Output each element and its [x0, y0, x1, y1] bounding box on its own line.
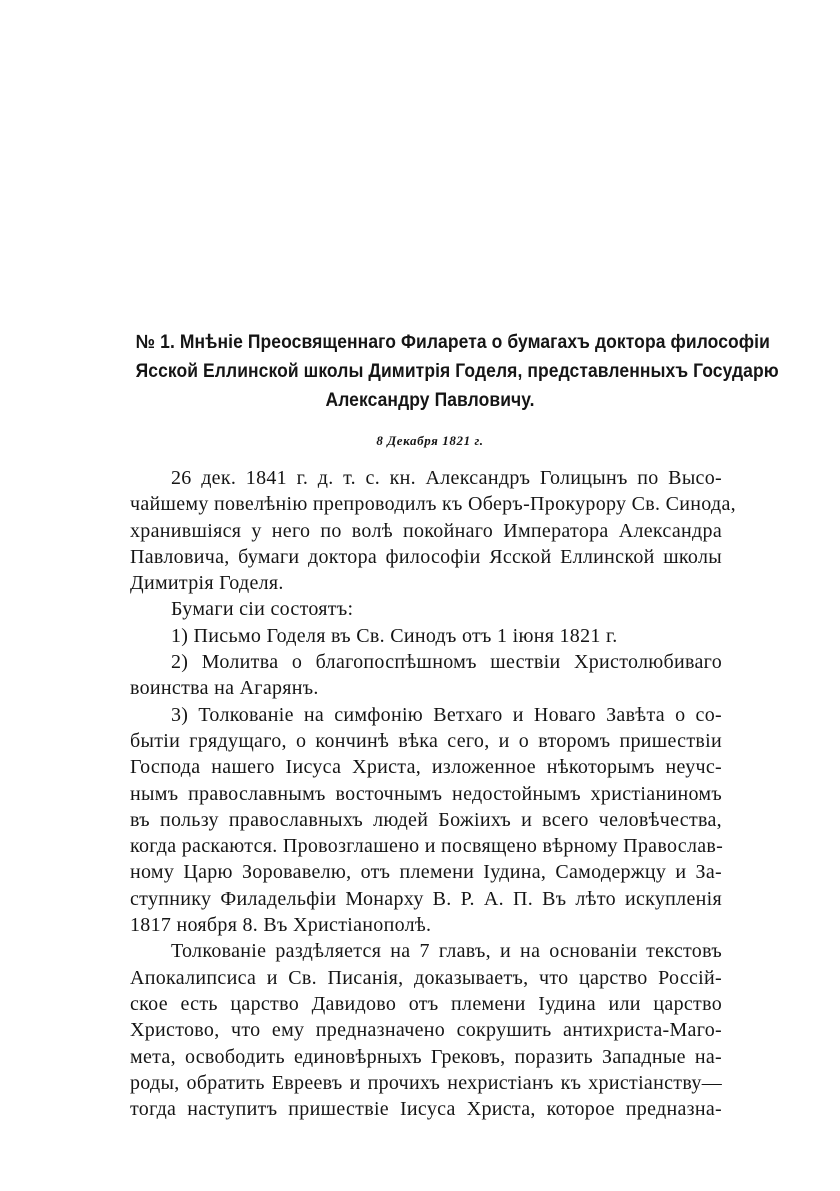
text-line: Господа нашего Іисуса Христа, изложенное нѣкоторымъ неучс-: [130, 756, 722, 779]
heading-line: № 1. Мнѣніе Преосвященнаго Филарета о бумагахъ доктора философіи: [135, 332, 770, 353]
text-line: бытіи грядущаго, о кончинѣ вѣка сего, и о второмъ пришествіи: [130, 729, 722, 752]
text-line: Бумаги сіи состоятъ:: [171, 598, 354, 621]
text-line: мета, освободить единовѣрныхъ Грековъ, поразить Западные на-: [130, 1045, 722, 1068]
text-line: 2) Молитва о благопоспѣшномъ шествіи Христолюбиваго: [171, 651, 722, 674]
text-line: нымъ православнымъ восточнымъ недостойнымъ христіаниномъ: [130, 782, 722, 805]
document-body: [130, 465, 736, 1122]
text-line: роды, обратить Евреевъ и прочихъ нехристіанъ къ христіанству—: [130, 1071, 722, 1094]
text-line: когда раскаются. Провозглашено и посвящено вѣрному Православ-: [130, 835, 724, 858]
text-line: тогда наступитъ пришествіе Іисуса Христа, которое предназна-: [130, 1098, 722, 1121]
text-line: Апокалипсиса и Св. Писанія, доказываетъ, что царство Россій-: [130, 966, 722, 989]
text-line: Димитрія Годеля.: [130, 572, 284, 595]
text-line: воинства на Агарянъ.: [130, 677, 319, 700]
text-line: Толкованіе раздѣляется на 7 главъ, и на основаніи текстовъ: [171, 940, 722, 963]
text-line: хранившіяся у него по волѣ покойнаго Императора Александра: [130, 519, 722, 542]
text-line: 26 дек. 1841 г. д. т. с. кн. Александръ Голицынъ по Высо-: [171, 467, 722, 489]
text-line: Павловича, бумаги доктора философіи Ясской Еллинской школы: [130, 545, 722, 568]
text-line: чайшему повелѣнію препроводилъ къ Оберъ-Прокурору Св. Синода,: [130, 493, 736, 516]
text-line: 1) Письмо Годеля въ Св. Синодъ отъ 1 іюня 1821 г.: [171, 624, 618, 647]
document-date: 8 Декабря 1821 г.: [376, 433, 484, 448]
text-line: ское есть царство Давидово отъ племени Іудина или царство: [130, 992, 722, 1015]
text-line: 3) Толкованіе на симфонію Ветхаго и Новаго Завѣта о со-: [171, 703, 722, 726]
text-line: Христово, что ему предназначено сокрушить антихриста-Маго-: [130, 1019, 722, 1042]
heading-line: Александру Павловичу.: [325, 390, 535, 411]
document-heading: [135, 328, 779, 415]
text-line: въ пользу православныхъ людей Божіихъ и всего человѣчества,: [130, 808, 722, 831]
text-line: ступнику Филадельфіи Монарху В. Р. А. П. Въ лѣто искупленія: [130, 887, 722, 910]
heading-line: Ясской Еллинской школы Димитрія Годеля, представленныхъ Государю: [135, 361, 779, 382]
text-line: ному Царю Зоровавелю, отъ племени Іудина, Самодержцу и За-: [130, 861, 722, 884]
text-line: 1817 ноября 8. Въ Христіанополѣ.: [130, 914, 432, 937]
